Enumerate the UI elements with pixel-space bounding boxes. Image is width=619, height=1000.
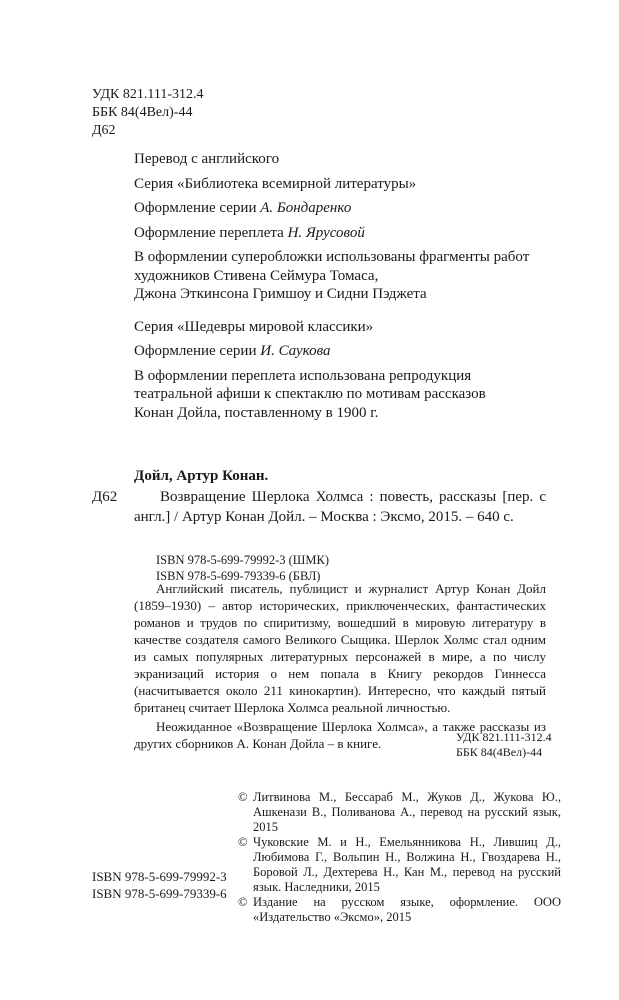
series-2-design-label: Оформление серии — [134, 343, 261, 359]
isbn-line: ISBN 978-5-699-79339-6 — [92, 886, 227, 901]
binding-design-name: Н. Ярусовой — [287, 224, 365, 241]
series-1-design-name: А. Бондаренко — [260, 200, 352, 216]
copyright-item — [238, 790, 561, 835]
binding-2-credit-line: театральной афиши к спектаклю по мотивам рассказов — [134, 386, 486, 402]
binding-2-credit — [134, 367, 544, 423]
series-2-design — [134, 342, 544, 361]
copyright-block — [238, 790, 561, 925]
udk-line: УДК 821.111-312.4 — [456, 730, 552, 744]
udk-block-right — [456, 730, 552, 760]
isbn-line: ISBN 978-5-699-79992-3 (ШМК) — [156, 553, 330, 567]
copyright-item — [238, 895, 561, 925]
series-2: Серия «Шедевры мировой классики» — [134, 318, 374, 335]
copyright-item — [238, 835, 561, 895]
annotation-paragraph: Английский писатель, публицист и журналист Артур Конан Дойл (1859–1930) – автор исторических, приключенческих, фантастических романов и трудов по спиритизму, вошедший в мировую литературу в качестве создателя самого Великого Сыщика. Шерлок Холмс стал одним из самых популярных литературных персонажей в мире, а по числу экранизаций история о нем попала в Книгу рекордов Гиннесса (насчитывается около 211 кинокартин). Интересно, что каждый пятый британец считает Шерлока Холмса реальной личностью. — [134, 581, 546, 715]
copyright-text: Чуковские М. и Н., Емельянникова Н., Лившиц Д., Любимова Г., Вольпин Н., Волжина Н., Гвоздарева Н., Боровой Л., Дехтерева Н., Кан М., перевод на русский язык. Наследники, 2015 — [253, 835, 561, 894]
annotation — [134, 580, 546, 754]
isbn-line: ISBN 978-5-699-79992-3 — [92, 869, 227, 884]
copyright-text: Издание на русском языке, оформление. ООО «Издательство «Эксмо», 2015 — [253, 895, 561, 924]
catalog-code-line: Д62 — [92, 123, 116, 138]
translation-note: Перевод с английского — [134, 151, 280, 167]
annotation-paragraph: Неожиданное «Возвращение Шерлока Холмса», а также рассказы из других сборников А. Конан Дойла – в книге. — [134, 719, 546, 751]
isbn-line: ISBN 978-5-699-79339-6 (БВЛ) — [156, 569, 321, 583]
bibliographic-entry: Возвращение Шерлока Холмса : повесть, рассказы [пер. с англ.] / Артур Конан Дойл. – Москва : Эксмо, 2015. – 640 с. — [134, 489, 546, 525]
jacket-credit-line: Джона Эткинсона Гримшоу и Сидни Пэджета — [134, 286, 427, 302]
series-2-design-name: И. Саукова — [260, 343, 331, 359]
udk-block-top — [92, 86, 204, 140]
series-1-design — [134, 199, 544, 218]
bbk-line: ББК 84(4Вел)-44 — [92, 105, 193, 120]
binding-2-credit-line: В оформлении переплета использована репродукция — [134, 367, 472, 384]
isbn-list-bottom — [92, 868, 227, 902]
copyright-icon: © — [238, 835, 248, 849]
credits-block — [134, 150, 544, 428]
bbk-line: ББК 84(4Вел)-44 — [456, 745, 543, 759]
copyright-icon: © — [238, 790, 248, 804]
jacket-credit-line: художников Стивена Сеймура Томаса, — [134, 267, 379, 284]
jacket-credit-line: В оформлении суперобложки использованы фрагменты работ — [134, 249, 530, 265]
copyright-text: Литвинова М., Бессараб М., Жуков Д., Жукова Ю., Ашкенази В., Поливанова А., перевод на русский язык, 2015 — [253, 790, 561, 834]
binding-design-label: Оформление переплета — [134, 224, 288, 241]
jacket-credit — [134, 248, 544, 304]
binding-2-credit-line: Конан Дойла, поставленному в 1900 г. — [134, 404, 379, 421]
author-heading: Дойл, Артур Конан. — [134, 468, 269, 484]
udk-line: УДК 821.111-312.4 — [92, 87, 204, 102]
copyright-icon: © — [238, 895, 248, 909]
series-1: Серия «Библиотека всемирной литературы» — [134, 175, 417, 192]
binding-design — [134, 224, 544, 243]
series-1-design-label: Оформление серии — [134, 200, 261, 216]
catalog-code: Д62 — [92, 489, 118, 505]
